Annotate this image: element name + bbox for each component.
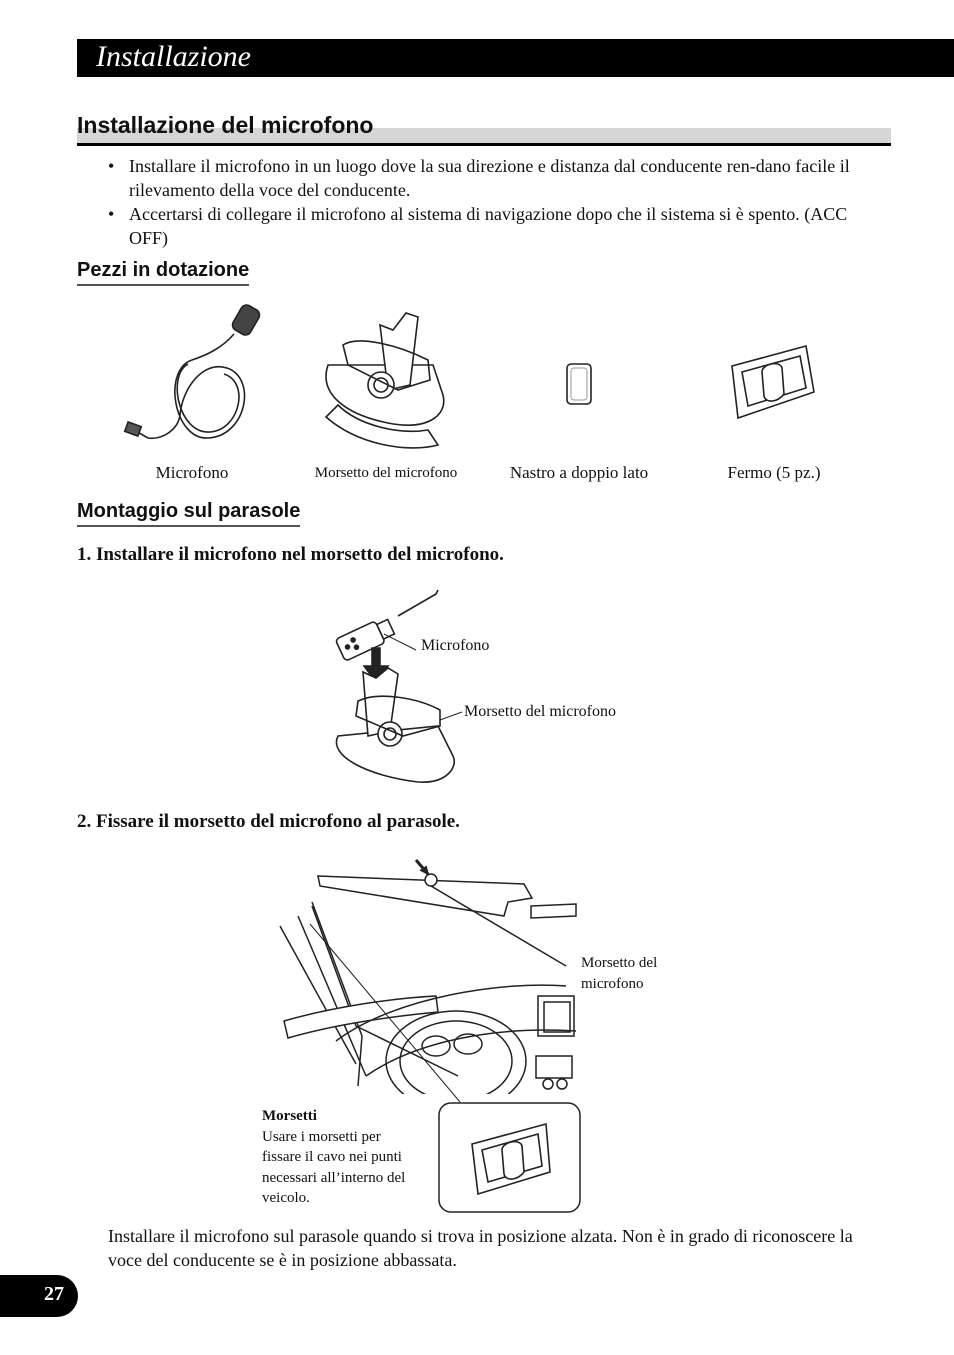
bullet-item [108, 154, 858, 202]
tape-illustration [562, 360, 596, 408]
bullet-symbol: • [108, 204, 115, 224]
clamps-note-line: veicolo. [262, 1190, 310, 1206]
step2-clip-label-line2: microfono [581, 976, 644, 992]
parts-caption: Microfono [155, 463, 229, 482]
mounting-heading: Montaggio sul parasole [77, 497, 300, 527]
clamps-note-line: necessari all’interno del [262, 1169, 406, 1186]
bullet-text: Accertarsi di collegare il microfono al sistema di navigazione dopo che il sistema si è spento. (ACC OFF) [129, 204, 848, 248]
bullet-item [108, 202, 858, 250]
step2-clip-label [581, 953, 657, 995]
parts-caption: Fermo (5 pz.) [727, 463, 821, 482]
step2-leader-lines [300, 890, 590, 1110]
bullet-list [108, 154, 858, 250]
parts-caption: Nastro a doppio lato [509, 463, 649, 482]
clamps-note [262, 1106, 437, 1209]
step1-mic-label: Microfono [421, 637, 490, 654]
section-title-text: Installazione del microfono [77, 112, 374, 138]
bullet-text: Installare il microfono in un luogo dove la sua direzione e distanza dal conducente ren-dano facile il rilevamento della voce del conducente. [129, 156, 850, 200]
holder-illustration [728, 342, 818, 422]
step-2: 2. Fissare il morsetto del microfono al parasole. [77, 811, 460, 832]
header-bar [77, 39, 954, 77]
parts-caption: Morsetto del microfono [314, 465, 458, 481]
section-title [77, 110, 891, 146]
page-number: 27 [44, 1283, 64, 1305]
parts-heading: Pezzi in dotazione [77, 256, 249, 286]
clamps-note-line: fissare il cavo nei punti [262, 1149, 402, 1165]
holder-callout [438, 1102, 582, 1214]
step1-clip-label: Morsetto del microfono [464, 703, 616, 720]
step-1: 1. Installare il microfono nel morsetto del microfono. [77, 544, 504, 565]
clamps-note-title: Morsetti [262, 1108, 317, 1124]
final-paragraph: Installare il microfono sul parasole quando si trova in posizione alzata. Non è in grado di riconoscere la voce del conducente se è in posizione abbassata. [108, 1226, 853, 1270]
page-title: Installazione [96, 40, 251, 73]
mic-clip-illustration [318, 305, 453, 453]
bullet-symbol: • [108, 156, 115, 176]
page-number-badge [0, 1275, 78, 1317]
microphone-illustration [122, 300, 262, 450]
step2-clip-label-line1: Morsetto del [581, 955, 658, 971]
clamps-note-line: Usare i morsetti per [262, 1128, 381, 1145]
